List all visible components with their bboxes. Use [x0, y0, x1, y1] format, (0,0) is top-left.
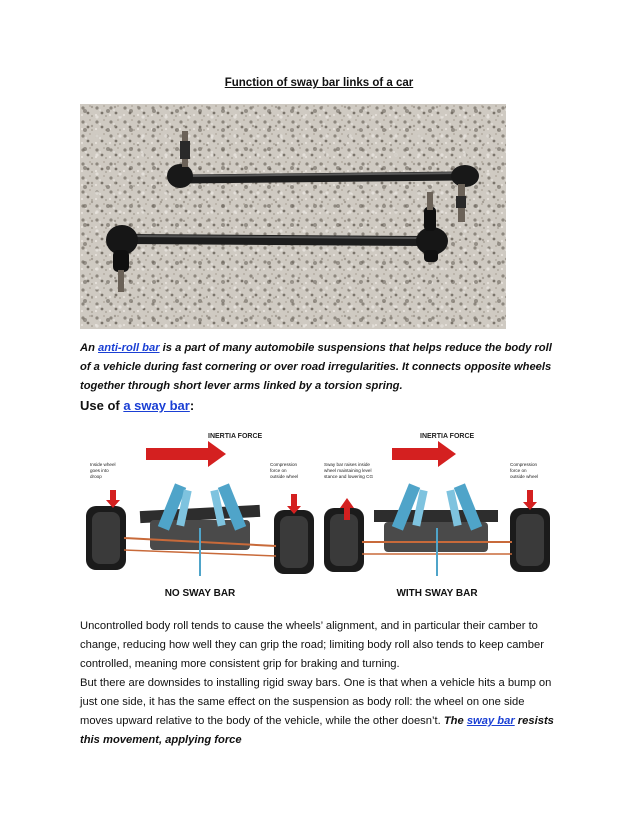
intro-prefix: An	[80, 342, 99, 354]
right-note-line-3: stance and lowering CG	[324, 474, 374, 479]
left-note-line-2: goes into	[90, 468, 109, 473]
sway-bar-links-photo	[80, 104, 506, 329]
intro-paragraph	[80, 339, 560, 396]
heading-suffix: :	[189, 398, 195, 413]
with-sway-bar-caption: WITH SWAY BAR	[396, 588, 478, 599]
downsides-text: But there are downsides to installing rigid sway bars. One is that when a vehicle hits a bump on just one side, it has the same effect on the suspension as body roll: the wheel on one side moves upward relative to the body of the vehicle, while the other doesn’t.	[80, 677, 552, 727]
intro-text: is a part of many automobile suspensions that helps reduce the body roll of a vehicle during fast cornering or over road irregularities. It connects opposite wheels together through short lever arms linked by a torsion spring.	[80, 342, 552, 392]
document-title: Function of sway bar links of a car	[224, 77, 414, 89]
right-comp-line-1: Compression	[510, 462, 538, 467]
downsides-bold-prefix: The	[443, 715, 467, 727]
left-note-line-3: droop	[90, 474, 102, 479]
no-sway-bar-caption: NO SWAY BAR	[164, 588, 236, 599]
right-note-line-1: Sway bar raises inside	[324, 462, 370, 467]
right-comp-line-3: outside wheel	[510, 474, 539, 479]
left-comp-line-1: Compression	[270, 462, 298, 467]
left-comp-line-2: force on	[270, 468, 287, 473]
comparison-svg	[80, 428, 558, 608]
left-inertia-label: INERTIA FORCE	[208, 433, 263, 440]
body-roll-paragraph: Uncontrolled body roll tends to cause the wheels’ alignment, and in particular their camber to change, reducing how well they can grip the road; limiting body roll also tends to keep camber controlled, meaning more consistent grip for braking and turning.	[80, 620, 544, 670]
left-comp-line-3: outside wheel	[270, 474, 299, 479]
left-note-line-1: Inside wheel	[90, 462, 116, 467]
heading-prefix: Use of	[80, 398, 124, 413]
sway-bar-links-illustration	[80, 104, 506, 329]
sway-bar-heading-link[interactable]: a sway bar	[123, 398, 190, 413]
section-heading	[80, 398, 194, 413]
right-inertia-label: INERTIA FORCE	[420, 433, 475, 440]
right-note-sway-bar	[324, 462, 373, 479]
right-note-line-2: wheel maintaining level	[324, 468, 372, 473]
sway-bar-link[interactable]: sway bar	[466, 715, 515, 727]
anti-roll-bar-link[interactable]: anti-roll bar	[98, 342, 160, 354]
downsides-paragraph	[80, 674, 560, 750]
right-comp-line-2: force on	[510, 468, 527, 473]
sway-bar-comparison-diagram	[80, 428, 558, 608]
downsides-bold-suffix: resists this movement, applying force	[80, 715, 554, 746]
